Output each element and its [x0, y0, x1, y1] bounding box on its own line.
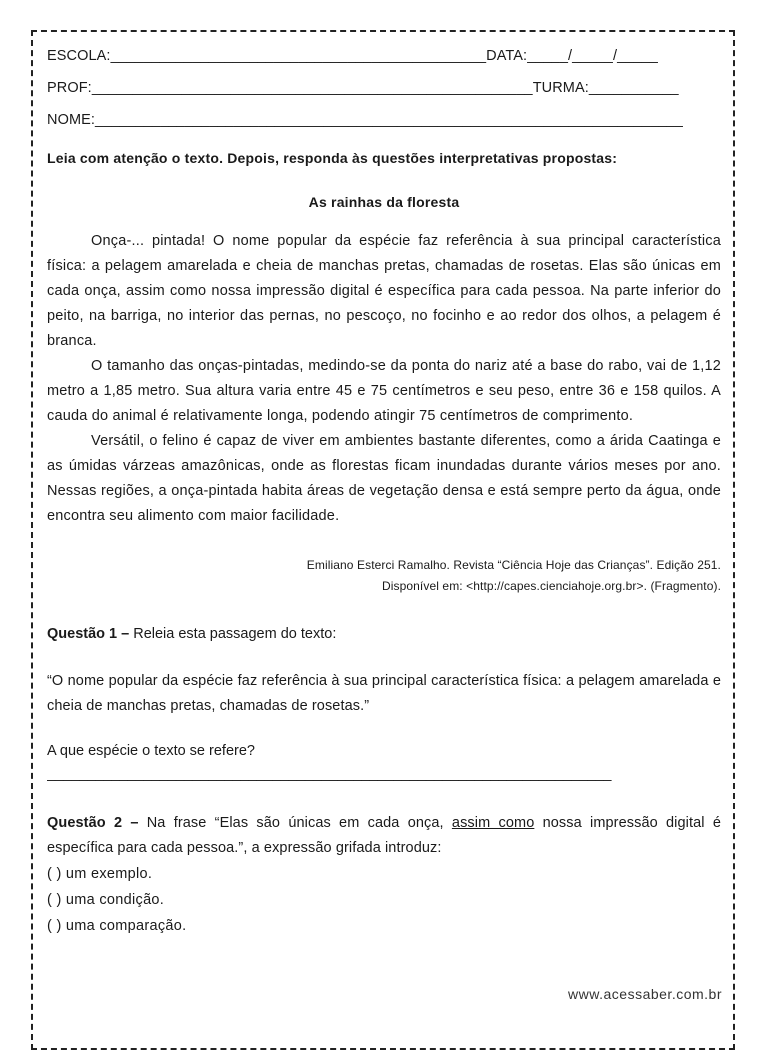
prof-label: PROF: [47, 80, 92, 96]
escola-field[interactable]: ______________________________________________ [110, 48, 487, 64]
escola-label: ESCOLA: [47, 48, 111, 64]
paragraph-3: Versátil, o felino é capaz de viver em ambientes bastante diferentes, como a árida Caatinga e as úmidas várzeas amazônicas, onde as florestas ficam inundadas durante vários meses por ano. Nessas regiões, a onça-pintada habita áreas de vegetação densa e está sempre perto da água, onde encontra seu alimento com maior facilidade. [47, 433, 721, 524]
source-line-1: Emiliano Esterci Ramalho. Revista “Ciência Hoje das Crianças”. Edição 251. [306, 558, 721, 572]
text-title: As rainhas da floresta [308, 194, 460, 210]
question-2-underlined: assim como [451, 815, 535, 831]
header-row-escola [47, 40, 721, 72]
question-2-text-before: Na frase “Elas são únicas em cada onça, [146, 815, 452, 831]
paragraph-1: Onça-... pintada! O nome popular da espécie faz referência à sua principal característica física: a pelagem amarelada e cheia de manchas pretas, chamadas de rosetas. Elas são únicas em cada onça, assim como nossa impressão digital é específica para cada pessoa. Na parte inferior do peito, na barriga, no interior das pernas, no pescoço, no focinho e ao redor dos olhos, a pelagem é branca. [47, 233, 721, 349]
prof-field[interactable]: ______________________________________________________ [91, 80, 533, 96]
question-1-prompt: Releia esta passagem do texto: [133, 626, 337, 642]
question-2 [47, 811, 721, 861]
question-1-quote: “O nome popular da espécie faz referência à sua principal característica física: a pelagem amarelada e cheia de manchas pretas, chamadas de rosetas.” [47, 673, 721, 714]
nome-field[interactable]: ________________________________________________________________________ [95, 112, 683, 128]
source-citation [47, 555, 721, 597]
header-row-nome [47, 104, 721, 136]
question-2-text-after: nossa impressão digital é específica para cada pessoa.”, a expressão grifada introduz: [47, 815, 721, 856]
question-1-label: Questão 1 – [47, 626, 130, 642]
data-label: DATA: [486, 48, 528, 64]
question-2-label: Questão 2 – [47, 815, 139, 831]
question-1-answer-field[interactable]: ______________________________________________________________________ [47, 766, 612, 782]
source-line-2: Disponível em: <http://capes.cienciahoje.org.br>. (Fragmento). [381, 579, 721, 593]
question-1-heading [47, 623, 721, 645]
nome-label: NOME: [47, 112, 96, 128]
header-row-prof [47, 72, 721, 104]
data-field[interactable]: _____/_____/_____ [527, 48, 658, 64]
turma-field[interactable]: ___________ [588, 80, 679, 96]
turma-label: TURMA: [532, 80, 589, 96]
reading-text [47, 229, 721, 529]
instruction: Leia com atenção o texto. Depois, responda às questões interpretativas propostas: [47, 150, 618, 166]
option-comparacao[interactable]: ( ) uma comparação. [47, 918, 187, 934]
option-condicao[interactable]: ( ) uma condição. [47, 892, 165, 908]
option-exemplo[interactable]: ( ) um exemplo. [47, 866, 153, 882]
paragraph-2: O tamanho das onças-pintadas, medindo-se da ponta do nariz até a base do rabo, vai de 1,12 metro a 1,85 metro. Sua altura varia entre 45 e 75 centímetros e seu peso, entre 36 e 158 quilos. A cauda do animal é relativamente longa, podendo atingir 75 centímetros de comprimento. [47, 358, 721, 424]
question-1-ask: A que espécie o texto se refere? [47, 743, 255, 759]
site-url: www.acessaber.com.br [568, 986, 722, 1002]
worksheet [47, 40, 721, 939]
